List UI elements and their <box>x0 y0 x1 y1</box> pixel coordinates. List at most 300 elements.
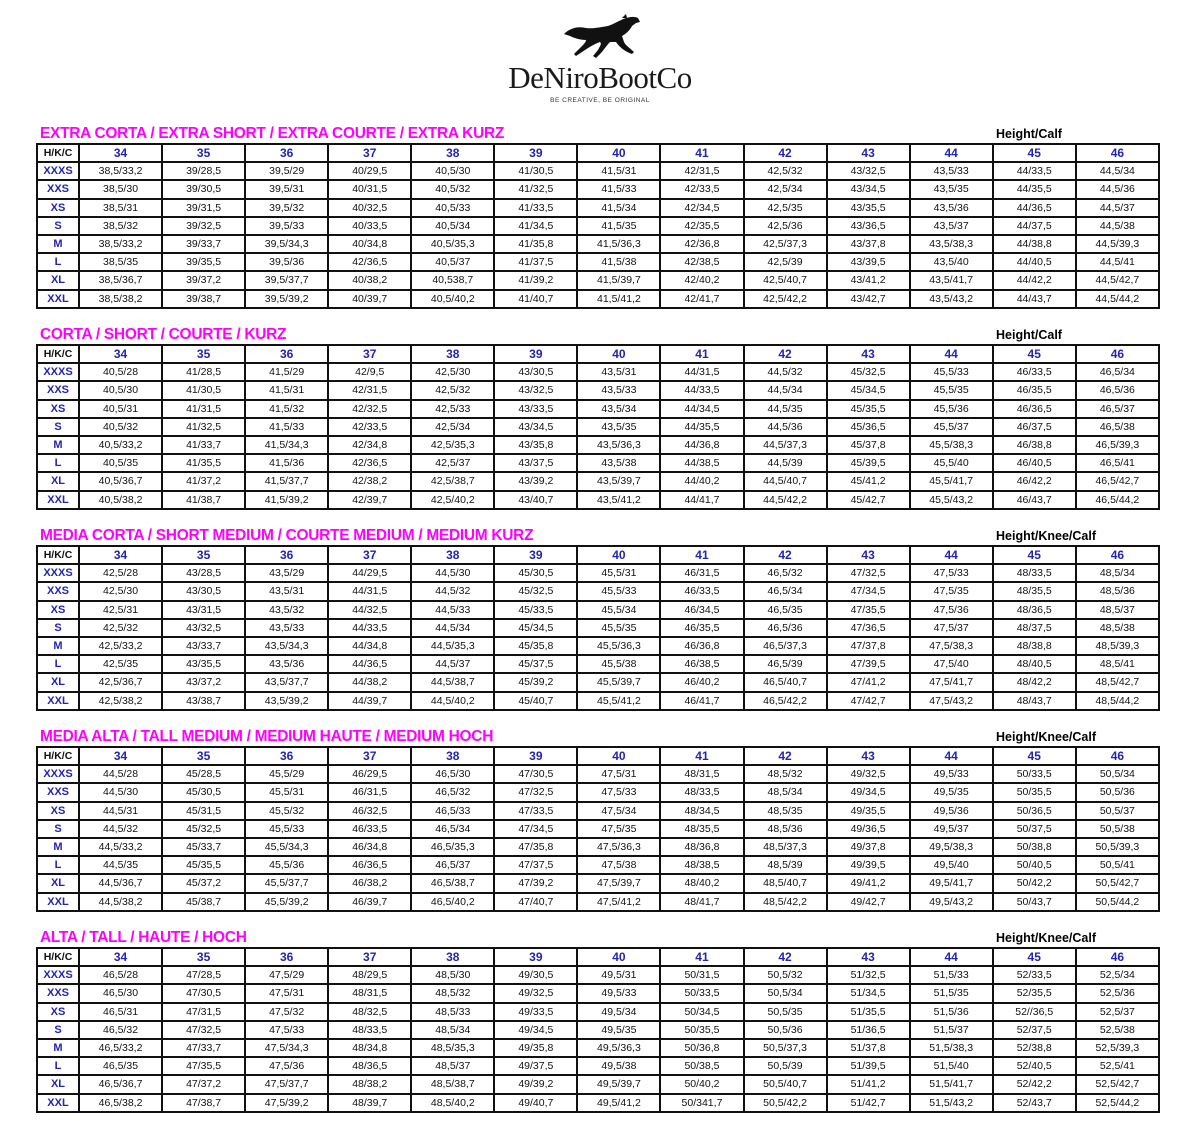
table-cell: 42,5/30 <box>79 582 162 600</box>
table-cell: 41,5/34 <box>577 199 660 217</box>
table-cell: 38,5/36,7 <box>79 271 162 289</box>
table-cell: 45/32,5 <box>162 820 245 838</box>
table-cell: 44,5/39 <box>744 454 827 472</box>
table-cell: 44,5/32 <box>744 363 827 381</box>
table-cell: 40/39,7 <box>328 290 411 308</box>
column-header: 46 <box>1076 546 1159 564</box>
table-cell: 49/35,8 <box>494 1039 577 1057</box>
table-cell: 43/35,5 <box>162 655 245 673</box>
table-cell: 48/33,5 <box>328 1021 411 1039</box>
table-cell: 50/38,5 <box>660 1057 743 1075</box>
measurement-label: Height/Calf <box>996 328 1062 342</box>
table-cell: 40,5/33 <box>411 199 494 217</box>
table-row <box>37 235 1159 253</box>
column-header: 43 <box>827 345 910 363</box>
table-cell: 43,5/35 <box>577 418 660 436</box>
table-cell: 52/42,2 <box>993 1075 1076 1093</box>
table-cell: 42,5/36,7 <box>79 673 162 691</box>
row-label: M <box>37 838 79 856</box>
column-header: 46 <box>1076 144 1159 162</box>
table-cell: 40,5/32 <box>79 418 162 436</box>
column-header: 36 <box>245 948 328 966</box>
column-header: 39 <box>494 747 577 765</box>
table-cell: 46,5/32 <box>79 1021 162 1039</box>
table-cell: 45/36,5 <box>827 418 910 436</box>
table-cell: 42/35,5 <box>660 217 743 235</box>
table-cell: 45/35,5 <box>162 856 245 874</box>
table-cell: 47/35,8 <box>494 838 577 856</box>
table-cell: 46/42,2 <box>993 472 1076 490</box>
table-cell: 41,5/38 <box>577 253 660 271</box>
table-cell: 45,5/33 <box>910 363 993 381</box>
brand-tagline: BE CREATIVE, BE ORIGINAL <box>550 97 650 104</box>
table-cell: 39/30,5 <box>162 180 245 198</box>
table-cell: 41/37,2 <box>162 472 245 490</box>
table-cell: 40,5/30 <box>79 381 162 399</box>
row-label: L <box>37 253 79 271</box>
table-cell: 46,5/40,2 <box>411 893 494 911</box>
column-header: 39 <box>494 144 577 162</box>
column-header: 36 <box>245 747 328 765</box>
table-cell: 52/37,5 <box>993 1021 1076 1039</box>
table-cell: 50,5/41 <box>1076 856 1159 874</box>
column-header: 44 <box>910 948 993 966</box>
table-cell: 42/38,2 <box>328 472 411 490</box>
size-table <box>36 143 1160 309</box>
table-cell: 39/35,5 <box>162 253 245 271</box>
corner-label: H/K/C <box>37 144 79 162</box>
section-header <box>0 928 1200 947</box>
table-cell: 44/35,5 <box>993 180 1076 198</box>
table-cell: 40,5/37 <box>411 253 494 271</box>
table-cell: 49/35,5 <box>827 802 910 820</box>
table-cell: 51,5/35 <box>910 984 993 1002</box>
table-cell: 45/35,8 <box>494 637 577 655</box>
table-cell: 44,5/31 <box>79 802 162 820</box>
table-cell: 52/40,5 <box>993 1057 1076 1075</box>
size-section-extra-short <box>0 124 1200 309</box>
table-cell: 39,5/39,2 <box>245 290 328 308</box>
brand-name: DeNiroBootCo <box>508 60 692 95</box>
row-label: M <box>37 235 79 253</box>
table-cell: 41/33,5 <box>494 199 577 217</box>
column-header: 34 <box>79 144 162 162</box>
table-cell: 46/38,2 <box>328 874 411 892</box>
table-row <box>37 838 1159 856</box>
table-cell: 48/38,8 <box>993 637 1076 655</box>
row-label: S <box>37 820 79 838</box>
table-cell: 48/32,5 <box>328 1003 411 1021</box>
table-cell: 42,5/33,2 <box>79 637 162 655</box>
table-cell: 47/35,5 <box>162 1057 245 1075</box>
table-cell: 48/31,5 <box>660 765 743 783</box>
table-cell: 52/33,5 <box>993 966 1076 984</box>
table-cell: 43/31,5 <box>162 601 245 619</box>
table-cell: 45,5/29 <box>245 765 328 783</box>
table-cell: 45,5/41,7 <box>910 472 993 490</box>
table-cell: 44,5/36,7 <box>79 874 162 892</box>
table-cell: 52/43,7 <box>993 1094 1076 1112</box>
table-cell: 42/36,8 <box>660 235 743 253</box>
table-row <box>37 802 1159 820</box>
table-cell: 43/40,7 <box>494 491 577 509</box>
table-cell: 51/39,5 <box>827 1057 910 1075</box>
table-cell: 43/37,8 <box>827 235 910 253</box>
table-cell: 41,5/29 <box>245 363 328 381</box>
column-header: 42 <box>744 948 827 966</box>
row-label: L <box>37 1057 79 1075</box>
size-section-tall-medium <box>0 727 1200 912</box>
table-cell: 48,5/41 <box>1076 655 1159 673</box>
row-label: M <box>37 436 79 454</box>
table-row <box>37 637 1159 655</box>
table-row <box>37 491 1159 509</box>
section-title: ALTA / TALL / HAUTE / HOCH <box>40 929 247 946</box>
table-cell: 43,5/33 <box>245 619 328 637</box>
table-cell: 43/30,5 <box>494 363 577 381</box>
table-cell: 46/33,5 <box>328 820 411 838</box>
table-cell: 46/34,8 <box>328 838 411 856</box>
table-cell: 44/36,5 <box>993 199 1076 217</box>
table-cell: 48,5/42,7 <box>1076 673 1159 691</box>
table-cell: 47/32,5 <box>827 564 910 582</box>
table-cell: 41,5/34,3 <box>245 436 328 454</box>
table-cell: 44/33,5 <box>660 381 743 399</box>
table-cell: 39,5/33 <box>245 217 328 235</box>
table-cell: 49,5/38,3 <box>910 838 993 856</box>
table-cell: 45,5/33 <box>245 820 328 838</box>
table-cell: 45,5/35 <box>910 381 993 399</box>
table-cell: 40/34,8 <box>328 235 411 253</box>
table-cell: 43,5/32 <box>245 601 328 619</box>
column-header: 45 <box>993 747 1076 765</box>
table-cell: 48,5/38,7 <box>411 1075 494 1093</box>
column-header: 39 <box>494 546 577 564</box>
brand-logo <box>0 0 1200 118</box>
table-cell: 43/35,8 <box>494 436 577 454</box>
table-cell: 41,5/36,3 <box>577 235 660 253</box>
table-cell: 44/34,8 <box>328 637 411 655</box>
table-cell: 50/34,5 <box>660 1003 743 1021</box>
table-cell: 49,5/36 <box>910 802 993 820</box>
table-cell: 43,5/37,7 <box>245 673 328 691</box>
column-header: 42 <box>744 144 827 162</box>
table-cell: 44/33,5 <box>993 162 1076 180</box>
table-cell: 48,5/35 <box>744 802 827 820</box>
table-cell: 43/32,5 <box>162 619 245 637</box>
table-cell: 45,5/39,7 <box>577 673 660 691</box>
table-row <box>37 290 1159 308</box>
table-cell: 50/35,5 <box>660 1021 743 1039</box>
table-row <box>37 1021 1159 1039</box>
table-cell: 46,5/28 <box>79 966 162 984</box>
table-cell: 41,5/31 <box>245 381 328 399</box>
row-label: XXS <box>37 381 79 399</box>
table-cell: 46,5/44,2 <box>1076 491 1159 509</box>
column-header: 46 <box>1076 948 1159 966</box>
column-header: 34 <box>79 747 162 765</box>
table-row <box>37 856 1159 874</box>
table-cell: 44,5/32 <box>79 820 162 838</box>
table-cell: 45,5/40 <box>910 454 993 472</box>
table-cell: 45,5/36 <box>910 400 993 418</box>
measurement-label: Height/Knee/Calf <box>996 529 1097 543</box>
table-cell: 50/36,8 <box>660 1039 743 1057</box>
table-cell: 47,5/38,3 <box>910 637 993 655</box>
table-cell: 40/29,5 <box>328 162 411 180</box>
table-cell: 50/40,2 <box>660 1075 743 1093</box>
table-cell: 39/32,5 <box>162 217 245 235</box>
table-cell: 39,5/36 <box>245 253 328 271</box>
column-header: 45 <box>993 144 1076 162</box>
table-cell: 44,5/30 <box>411 564 494 582</box>
table-cell: 51,5/36 <box>910 1003 993 1021</box>
table-cell: 44,5/42,7 <box>1076 271 1159 289</box>
table-cell: 44/33,5 <box>328 619 411 637</box>
row-label: XXL <box>37 893 79 911</box>
column-header: 37 <box>328 345 411 363</box>
table-cell: 49,5/33 <box>577 984 660 1002</box>
table-cell: 47,5/33 <box>577 783 660 801</box>
table-cell: 44,5/34 <box>744 381 827 399</box>
table-cell: 42,5/35,3 <box>411 436 494 454</box>
table-cell: 41,5/32 <box>245 400 328 418</box>
table-cell: 42/32,5 <box>328 400 411 418</box>
column-header: 38 <box>411 144 494 162</box>
table-cell: 48,5/39 <box>744 856 827 874</box>
table-cell: 46/35,5 <box>660 619 743 637</box>
table-cell: 48,5/40,7 <box>744 874 827 892</box>
column-header: 42 <box>744 747 827 765</box>
table-cell: 43,5/37 <box>910 217 993 235</box>
table-cell: 39,5/29 <box>245 162 328 180</box>
table-cell: 43/37,2 <box>162 673 245 691</box>
table-cell: 44/38,2 <box>328 673 411 691</box>
table-row <box>37 436 1159 454</box>
table-cell: 48/33,5 <box>993 564 1076 582</box>
size-table <box>36 545 1160 711</box>
table-cell: 45/41,2 <box>827 472 910 490</box>
table-cell: 43,5/34,3 <box>245 637 328 655</box>
table-cell: 46,5/37,3 <box>744 637 827 655</box>
table-cell: 43/28,5 <box>162 564 245 582</box>
row-label: S <box>37 1021 79 1039</box>
column-header: 41 <box>660 345 743 363</box>
table-cell: 48,5/36 <box>1076 582 1159 600</box>
table-cell: 42/9,5 <box>328 363 411 381</box>
table-cell: 46/38,5 <box>660 655 743 673</box>
table-cell: 44,5/33,2 <box>79 838 162 856</box>
table-cell: 49,5/41,7 <box>910 874 993 892</box>
table-cell: 44,5/34 <box>1076 162 1159 180</box>
table-cell: 48,5/34 <box>744 783 827 801</box>
row-label: XXXS <box>37 765 79 783</box>
table-cell: 40,5/31 <box>79 400 162 418</box>
table-cell: 42/33,5 <box>328 418 411 436</box>
section-header <box>0 325 1200 344</box>
table-cell: 49,5/43,2 <box>910 893 993 911</box>
table-cell: 45,5/41,2 <box>577 692 660 710</box>
table-cell: 42,5/38,7 <box>411 472 494 490</box>
table-cell: 48,5/40,2 <box>411 1094 494 1112</box>
row-label: XXL <box>37 491 79 509</box>
table-cell: 44,5/30 <box>79 783 162 801</box>
table-cell: 47/34,5 <box>494 820 577 838</box>
corner-label: H/K/C <box>37 747 79 765</box>
table-cell: 47,5/31 <box>577 765 660 783</box>
table-cell: 51/41,2 <box>827 1075 910 1093</box>
column-header: 43 <box>827 747 910 765</box>
table-cell: 49/34,5 <box>494 1021 577 1039</box>
table-cell: 38,5/33,2 <box>79 162 162 180</box>
table-cell: 46,5/30 <box>411 765 494 783</box>
column-header: 38 <box>411 747 494 765</box>
section-title: EXTRA CORTA / EXTRA SHORT / EXTRA COURTE / EXTRA KURZ <box>40 125 505 142</box>
table-cell: 50,5/36 <box>1076 783 1159 801</box>
table-cell: 41/35,5 <box>162 454 245 472</box>
table-row <box>37 655 1159 673</box>
table-row <box>37 1094 1159 1112</box>
column-header: 43 <box>827 546 910 564</box>
table-cell: 40/31,5 <box>328 180 411 198</box>
section-header <box>0 727 1200 746</box>
table-cell: 41/28,5 <box>162 363 245 381</box>
table-cell: 47,5/36 <box>910 601 993 619</box>
table-cell: 45/35,5 <box>827 400 910 418</box>
table-cell: 48/39,7 <box>328 1094 411 1112</box>
table-cell: 48/38,5 <box>660 856 743 874</box>
column-header: 37 <box>328 144 411 162</box>
table-cell: 46,5/34 <box>1076 363 1159 381</box>
table-cell: 47/39,5 <box>827 655 910 673</box>
column-header: 40 <box>577 747 660 765</box>
size-section-short <box>0 325 1200 510</box>
table-cell: 52/38,8 <box>993 1039 1076 1057</box>
table-cell: 45/37,8 <box>827 436 910 454</box>
table-cell: 44,5/40,2 <box>411 692 494 710</box>
table-cell: 46,5/31 <box>79 1003 162 1021</box>
table-cell: 43,5/39,2 <box>245 692 328 710</box>
table-cell: 47,5/34 <box>577 802 660 820</box>
table-cell: 44,5/36 <box>744 418 827 436</box>
table-cell: 41,5/33 <box>245 418 328 436</box>
column-header: 42 <box>744 546 827 564</box>
table-cell: 46,5/41 <box>1076 454 1159 472</box>
column-header: 37 <box>328 546 411 564</box>
table-cell: 50,5/39 <box>744 1057 827 1075</box>
table-cell: 44,5/35 <box>744 400 827 418</box>
table-cell: 45/37,5 <box>494 655 577 673</box>
table-cell: 49,5/37 <box>910 820 993 838</box>
table-cell: 47/40,7 <box>494 893 577 911</box>
table-cell: 50/43,7 <box>993 893 1076 911</box>
table-row <box>37 454 1159 472</box>
table-cell: 45,5/43,2 <box>910 491 993 509</box>
column-header: 34 <box>79 948 162 966</box>
table-cell: 47,5/36 <box>245 1057 328 1075</box>
table-cell: 47/34,5 <box>827 582 910 600</box>
table-cell: 48/40,5 <box>993 655 1076 673</box>
table-cell: 47,5/37,7 <box>245 1075 328 1093</box>
table-cell: 42,5/40,7 <box>744 271 827 289</box>
table-cell: 45,5/36 <box>245 856 328 874</box>
column-header: 37 <box>328 948 411 966</box>
size-table <box>36 947 1160 1113</box>
table-cell: 50,5/42,2 <box>744 1094 827 1112</box>
table-cell: 45,5/37,7 <box>245 874 328 892</box>
table-cell: 45/42,7 <box>827 491 910 509</box>
column-header: 34 <box>79 546 162 564</box>
table-cell: 41/35,8 <box>494 235 577 253</box>
table-cell: 46/43,7 <box>993 491 1076 509</box>
table-row <box>37 217 1159 235</box>
table-cell: 47/39,2 <box>494 874 577 892</box>
table-cell: 42/36,5 <box>328 454 411 472</box>
table-cell: 48/35,5 <box>993 582 1076 600</box>
table-cell: 49,5/34 <box>577 1003 660 1021</box>
table-cell: 49/36,5 <box>827 820 910 838</box>
table-cell: 45/39,2 <box>494 673 577 691</box>
table-cell: 51,5/41,7 <box>910 1075 993 1093</box>
table-cell: 46,5/38 <box>1076 418 1159 436</box>
table-row <box>37 1003 1159 1021</box>
table-cell: 44,5/37 <box>411 655 494 673</box>
table-cell: 44,5/32 <box>411 582 494 600</box>
table-cell: 47,5/38 <box>577 856 660 874</box>
table-cell: 44/42,2 <box>993 271 1076 289</box>
row-label: XXXS <box>37 564 79 582</box>
table-cell: 46,5/30 <box>79 984 162 1002</box>
table-cell: 40,5/38,2 <box>79 491 162 509</box>
table-cell: 48/42,2 <box>993 673 1076 691</box>
table-cell: 44,5/41 <box>1076 253 1159 271</box>
measurement-label: Height/Calf <box>996 127 1062 141</box>
table-cell: 46,5/32 <box>411 783 494 801</box>
table-cell: 48,5/37,3 <box>744 838 827 856</box>
table-cell: 48/41,7 <box>660 893 743 911</box>
table-cell: 45/38,7 <box>162 893 245 911</box>
table-cell: 50/31,5 <box>660 966 743 984</box>
column-header: 41 <box>660 546 743 564</box>
column-header: 35 <box>162 747 245 765</box>
table-cell: 42,5/32 <box>411 381 494 399</box>
measurement-label: Height/Knee/Calf <box>996 730 1097 744</box>
column-header: 44 <box>910 546 993 564</box>
table-cell: 44/31,5 <box>660 363 743 381</box>
table-cell: 46/37,5 <box>993 418 1076 436</box>
row-label: M <box>37 1039 79 1057</box>
table-cell: 43,5/33 <box>910 162 993 180</box>
table-cell: 45,5/38,3 <box>910 436 993 454</box>
table-cell: 51/36,5 <box>827 1021 910 1039</box>
column-header: 36 <box>245 345 328 363</box>
table-cell: 44,5/33 <box>411 601 494 619</box>
table-cell: 46,5/38,2 <box>79 1094 162 1112</box>
table-cell: 43/39,5 <box>827 253 910 271</box>
table-cell: 52,5/41 <box>1076 1057 1159 1075</box>
table-cell: 44/29,5 <box>328 564 411 582</box>
table-cell: 45,5/38 <box>577 655 660 673</box>
table-cell: 41,5/37,7 <box>245 472 328 490</box>
table-cell: 52,5/34 <box>1076 966 1159 984</box>
table-cell: 45,5/31 <box>245 783 328 801</box>
measurement-label: Height/Knee/Calf <box>996 931 1097 945</box>
table-cell: 45,5/31 <box>577 564 660 582</box>
table-cell: 39,5/31 <box>245 180 328 198</box>
section-header <box>0 124 1200 143</box>
table-cell: 43/35,5 <box>827 199 910 217</box>
table-cell: 41/37,5 <box>494 253 577 271</box>
